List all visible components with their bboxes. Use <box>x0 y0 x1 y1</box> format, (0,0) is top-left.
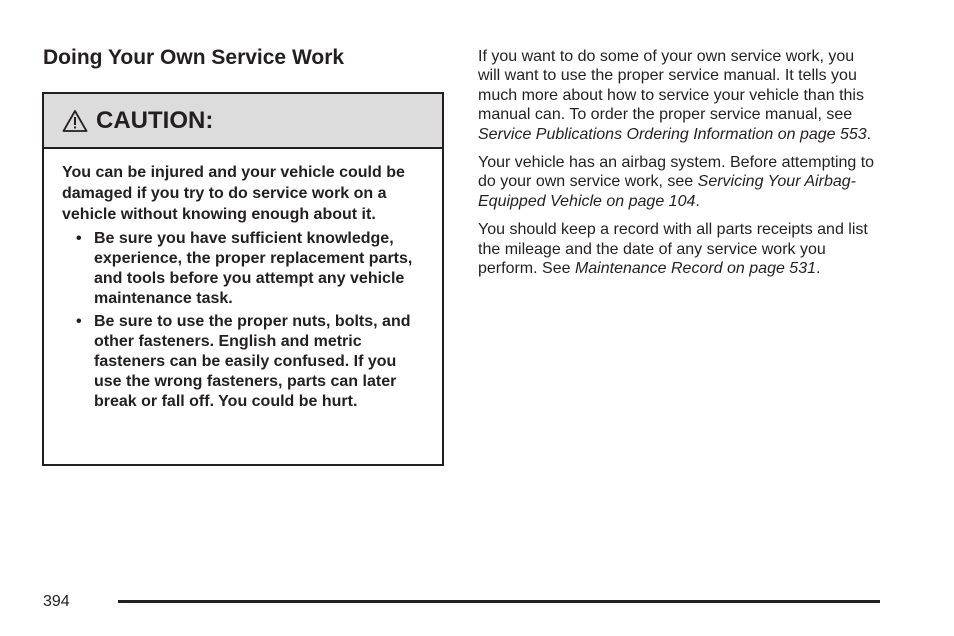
caution-bullet <box>76 312 428 412</box>
caution-title: CAUTION: <box>96 106 214 134</box>
caution-bullet-list <box>62 229 428 412</box>
ref-airbag-link[interactable]: Servicing Your Airbag-Equipped Vehicle on page 104 <box>478 173 856 210</box>
paragraph-airbag: Your vehicle has an airbag system. Before attempting to do your own service work, see Servicing Your Airbag-Equipped Vehicle on page 104. <box>478 154 875 210</box>
section-heading: Doing Your Own Service Work <box>43 46 345 69</box>
caution-bullet <box>76 229 428 309</box>
caution-body <box>44 149 442 412</box>
warning-triangle-icon <box>62 109 88 133</box>
caution-box <box>42 92 444 466</box>
caution-intro: You can be injured and your vehicle could be damaged if you try to do service work on a vehicle without knowing enough about it. <box>62 164 405 223</box>
caution-bullet-text: Be sure you have sufficient knowledge, experience, the proper replacement parts, and tools before you attempt any vehicle maintenance task. <box>94 230 413 307</box>
paragraph-service-manual: If you want to do some of your own service work, you will want to use the proper service manual. It tells you much more about how to service your vehicle than this manual can. To order the proper service manual, see Service Publications Ordering Information on page 553. <box>478 48 872 143</box>
footer-divider <box>118 600 880 603</box>
paragraph-maintenance-record: You should keep a record with all parts receipts and list the mileage and the date of any service work you perform. See Maintenance Record on page 531. <box>478 221 868 278</box>
right-column <box>478 47 878 287</box>
caution-header <box>44 94 442 149</box>
bullet-dot-icon: • <box>76 313 82 330</box>
ref-maintenance-record-link[interactable]: Maintenance Record on page 531 <box>574 260 816 278</box>
bullet-dot-icon: • <box>76 230 82 247</box>
ref-service-publications-link[interactable]: Service Publications Ordering Information on page 553 <box>478 125 867 143</box>
page-number: 394 <box>43 593 70 610</box>
caution-bullet-text: Be sure to use the proper nuts, bolts, and other fasteners. English and metric fasteners can be easily confused. If you use the wrong fasteners, parts can later break or fall off. You could be hurt. <box>94 313 411 410</box>
